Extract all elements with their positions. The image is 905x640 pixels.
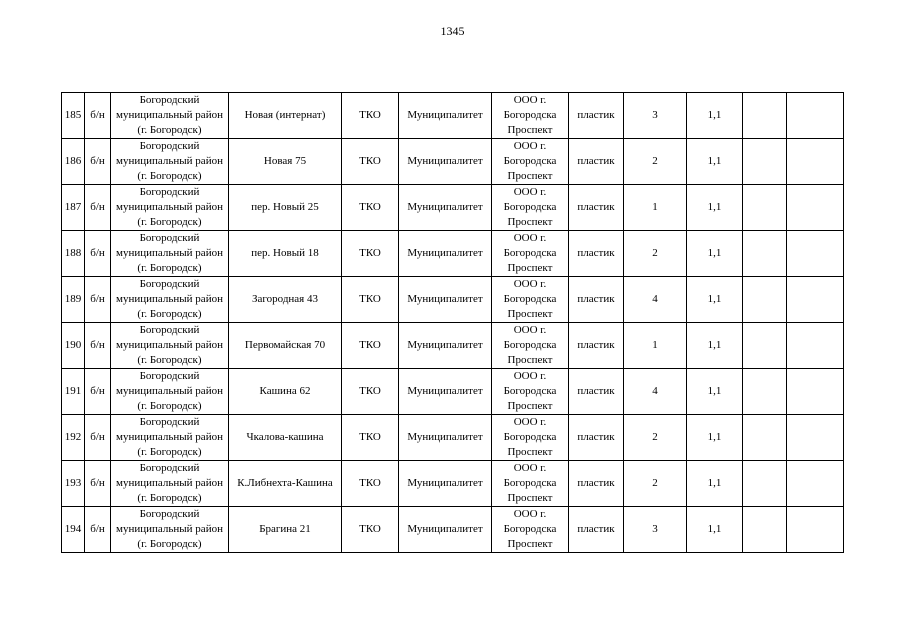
owner-cell: Муниципалитет (399, 415, 492, 461)
company-cell-line: Богородска (503, 339, 557, 351)
waste-type-cell: ТКО (342, 415, 399, 461)
volume-cell: 1,1 (687, 369, 743, 415)
table-row (62, 93, 844, 139)
volume-cell: 1,1 (687, 415, 743, 461)
owner-cell: Муниципалитет (399, 277, 492, 323)
waste-type-cell: ТКО (342, 461, 399, 507)
district-cell-line: (г. Богородск) (137, 124, 202, 136)
table-row (62, 415, 844, 461)
district-cell (111, 139, 229, 185)
district-cell-line: Богородский (139, 324, 200, 336)
table-body (62, 93, 844, 553)
empty-cell (787, 415, 844, 461)
empty-cell (743, 277, 787, 323)
district-cell (111, 369, 229, 415)
waste-type-cell: ТКО (342, 185, 399, 231)
company-cell-line: ООО г. (513, 94, 547, 106)
material-cell: пластик (569, 323, 624, 369)
company-cell-line: ООО г. (513, 462, 547, 474)
company-cell (492, 323, 569, 369)
company-cell (492, 369, 569, 415)
document-cell: б/н (85, 277, 111, 323)
company-cell-line: Проспект (507, 538, 553, 550)
document-cell: б/н (85, 139, 111, 185)
district-cell-line: (г. Богородск) (137, 446, 202, 458)
material-cell: пластик (569, 415, 624, 461)
row-number-cell: 194 (62, 507, 85, 553)
row-number-cell: 188 (62, 231, 85, 277)
company-cell-line: Проспект (507, 262, 553, 274)
container-count-cell: 1 (624, 323, 687, 369)
empty-cell (787, 461, 844, 507)
empty-cell (787, 139, 844, 185)
owner-cell: Муниципалитет (399, 231, 492, 277)
row-number-cell: 190 (62, 323, 85, 369)
district-cell-line: муниципальный район (116, 201, 223, 213)
owner-cell: Муниципалитет (399, 93, 492, 139)
district-cell (111, 507, 229, 553)
container-count-cell: 2 (624, 139, 687, 185)
table-row (62, 369, 844, 415)
empty-cell (787, 277, 844, 323)
district-cell-line: муниципальный район (116, 293, 223, 305)
volume-cell: 1,1 (687, 277, 743, 323)
material-cell: пластик (569, 369, 624, 415)
address-cell: Новая (интернат) (229, 93, 342, 139)
empty-cell (743, 507, 787, 553)
district-cell-line: (г. Богородск) (137, 400, 202, 412)
district-cell-line: муниципальный район (116, 339, 223, 351)
district-cell-line: (г. Богородск) (137, 216, 202, 228)
company-cell-line: ООО г. (513, 232, 547, 244)
table-row (62, 277, 844, 323)
address-cell: Брагина 21 (229, 507, 342, 553)
district-cell-line: муниципальный район (116, 155, 223, 167)
district-cell-line: (г. Богородск) (137, 492, 202, 504)
district-cell-line: Богородский (139, 278, 200, 290)
district-cell-line: Богородский (139, 232, 200, 244)
district-cell-line: муниципальный район (116, 431, 223, 443)
volume-cell: 1,1 (687, 185, 743, 231)
container-count-cell: 3 (624, 93, 687, 139)
company-cell-line: Богородска (503, 523, 557, 535)
material-cell: пластик (569, 231, 624, 277)
district-cell (111, 415, 229, 461)
company-cell (492, 231, 569, 277)
company-cell-line: Богородска (503, 201, 557, 213)
owner-cell: Муниципалитет (399, 507, 492, 553)
company-cell-line: Проспект (507, 400, 553, 412)
waste-type-cell: ТКО (342, 93, 399, 139)
address-cell: пер. Новый 18 (229, 231, 342, 277)
document-cell: б/н (85, 415, 111, 461)
district-cell-line: (г. Богородск) (137, 170, 202, 182)
table-row (62, 185, 844, 231)
company-cell-line: Богородска (503, 155, 557, 167)
district-cell-line: (г. Богородск) (137, 354, 202, 366)
company-cell-line: Проспект (507, 216, 553, 228)
company-cell (492, 277, 569, 323)
waste-type-cell: ТКО (342, 323, 399, 369)
material-cell: пластик (569, 277, 624, 323)
company-cell-line: Проспект (507, 492, 553, 504)
company-cell-line: Проспект (507, 446, 553, 458)
company-cell-line: Проспект (507, 354, 553, 366)
district-cell-line: Богородский (139, 462, 200, 474)
table-row (62, 323, 844, 369)
empty-cell (743, 369, 787, 415)
container-count-cell: 2 (624, 415, 687, 461)
waste-type-cell: ТКО (342, 369, 399, 415)
material-cell: пластик (569, 461, 624, 507)
container-count-cell: 4 (624, 369, 687, 415)
district-cell-line: (г. Богородск) (137, 308, 202, 320)
page-number: 1345 (440, 24, 465, 38)
address-cell: пер. Новый 25 (229, 185, 342, 231)
material-cell: пластик (569, 185, 624, 231)
waste-type-cell: ТКО (342, 231, 399, 277)
company-cell-line: Проспект (507, 124, 553, 136)
district-cell-line: Богородский (139, 416, 200, 428)
empty-cell (743, 323, 787, 369)
document-cell: б/н (85, 185, 111, 231)
document-cell: б/н (85, 369, 111, 415)
empty-cell (787, 231, 844, 277)
district-cell-line: Богородский (139, 370, 200, 382)
company-cell-line: ООО г. (513, 416, 547, 428)
company-cell-line: Богородска (503, 109, 557, 121)
district-cell (111, 461, 229, 507)
district-cell-line: муниципальный район (116, 247, 223, 259)
district-cell-line: муниципальный район (116, 477, 223, 489)
company-cell (492, 461, 569, 507)
district-cell-line: муниципальный район (116, 523, 223, 535)
company-cell-line: ООО г. (513, 278, 547, 290)
address-cell: Новая 75 (229, 139, 342, 185)
material-cell: пластик (569, 507, 624, 553)
container-count-cell: 2 (624, 231, 687, 277)
waste-type-cell: ТКО (342, 277, 399, 323)
container-count-cell: 4 (624, 277, 687, 323)
document-cell: б/н (85, 93, 111, 139)
empty-cell (743, 139, 787, 185)
district-cell-line: (г. Богородск) (137, 538, 202, 550)
district-cell (111, 231, 229, 277)
company-cell-line: Богородска (503, 293, 557, 305)
district-cell-line: Богородский (139, 508, 200, 520)
row-number-cell: 193 (62, 461, 85, 507)
row-number-cell: 191 (62, 369, 85, 415)
table-row (62, 461, 844, 507)
company-cell (492, 507, 569, 553)
company-cell-line: Богородска (503, 431, 557, 443)
district-cell (111, 277, 229, 323)
empty-cell (787, 323, 844, 369)
volume-cell: 1,1 (687, 461, 743, 507)
district-cell-line: (г. Богородск) (137, 262, 202, 274)
volume-cell: 1,1 (687, 507, 743, 553)
document-cell: б/н (85, 507, 111, 553)
company-cell-line: Богородска (503, 247, 557, 259)
owner-cell: Муниципалитет (399, 185, 492, 231)
company-cell-line: ООО г. (513, 370, 547, 382)
waste-type-cell: ТКО (342, 139, 399, 185)
address-cell: Первомайская 70 (229, 323, 342, 369)
address-cell: Чкалова-кашина (229, 415, 342, 461)
owner-cell: Муниципалитет (399, 323, 492, 369)
empty-cell (787, 369, 844, 415)
document-cell: б/н (85, 323, 111, 369)
company-cell-line: Богородска (503, 477, 557, 489)
company-cell (492, 93, 569, 139)
company-cell-line: Проспект (507, 308, 553, 320)
address-cell: К.Либнехта-Кашина (229, 461, 342, 507)
company-cell (492, 139, 569, 185)
district-cell (111, 323, 229, 369)
row-number-cell: 186 (62, 139, 85, 185)
company-cell-line: Проспект (507, 170, 553, 182)
empty-cell (787, 185, 844, 231)
company-cell-line: ООО г. (513, 140, 547, 152)
company-cell-line: Богородска (503, 385, 557, 397)
district-cell-line: Богородский (139, 94, 200, 106)
row-number-cell: 192 (62, 415, 85, 461)
document-cell: б/н (85, 461, 111, 507)
volume-cell: 1,1 (687, 231, 743, 277)
company-cell-line: ООО г. (513, 324, 547, 336)
empty-cell (743, 461, 787, 507)
empty-cell (743, 185, 787, 231)
volume-cell: 1,1 (687, 139, 743, 185)
empty-cell (787, 507, 844, 553)
table-row (62, 231, 844, 277)
registry-table (61, 92, 844, 553)
address-cell: Кашина 62 (229, 369, 342, 415)
row-number-cell: 185 (62, 93, 85, 139)
document-cell: б/н (85, 231, 111, 277)
company-cell-line: ООО г. (513, 186, 547, 198)
row-number-cell: 187 (62, 185, 85, 231)
district-cell-line: муниципальный район (116, 385, 223, 397)
company-cell (492, 415, 569, 461)
district-cell (111, 93, 229, 139)
table-row (62, 507, 844, 553)
owner-cell: Муниципалитет (399, 461, 492, 507)
district-cell-line: Богородский (139, 140, 200, 152)
district-cell (111, 185, 229, 231)
company-cell-line: ООО г. (513, 508, 547, 520)
empty-cell (743, 231, 787, 277)
empty-cell (743, 415, 787, 461)
container-count-cell: 1 (624, 185, 687, 231)
volume-cell: 1,1 (687, 93, 743, 139)
district-cell-line: Богородский (139, 186, 200, 198)
empty-cell (743, 93, 787, 139)
volume-cell: 1,1 (687, 323, 743, 369)
owner-cell: Муниципалитет (399, 369, 492, 415)
material-cell: пластик (569, 93, 624, 139)
container-count-cell: 2 (624, 461, 687, 507)
district-cell-line: муниципальный район (116, 109, 223, 121)
material-cell: пластик (569, 139, 624, 185)
company-cell (492, 185, 569, 231)
address-cell: Загородная 43 (229, 277, 342, 323)
row-number-cell: 189 (62, 277, 85, 323)
table-row (62, 139, 844, 185)
empty-cell (787, 93, 844, 139)
owner-cell: Муниципалитет (399, 139, 492, 185)
waste-type-cell: ТКО (342, 507, 399, 553)
container-count-cell: 3 (624, 507, 687, 553)
